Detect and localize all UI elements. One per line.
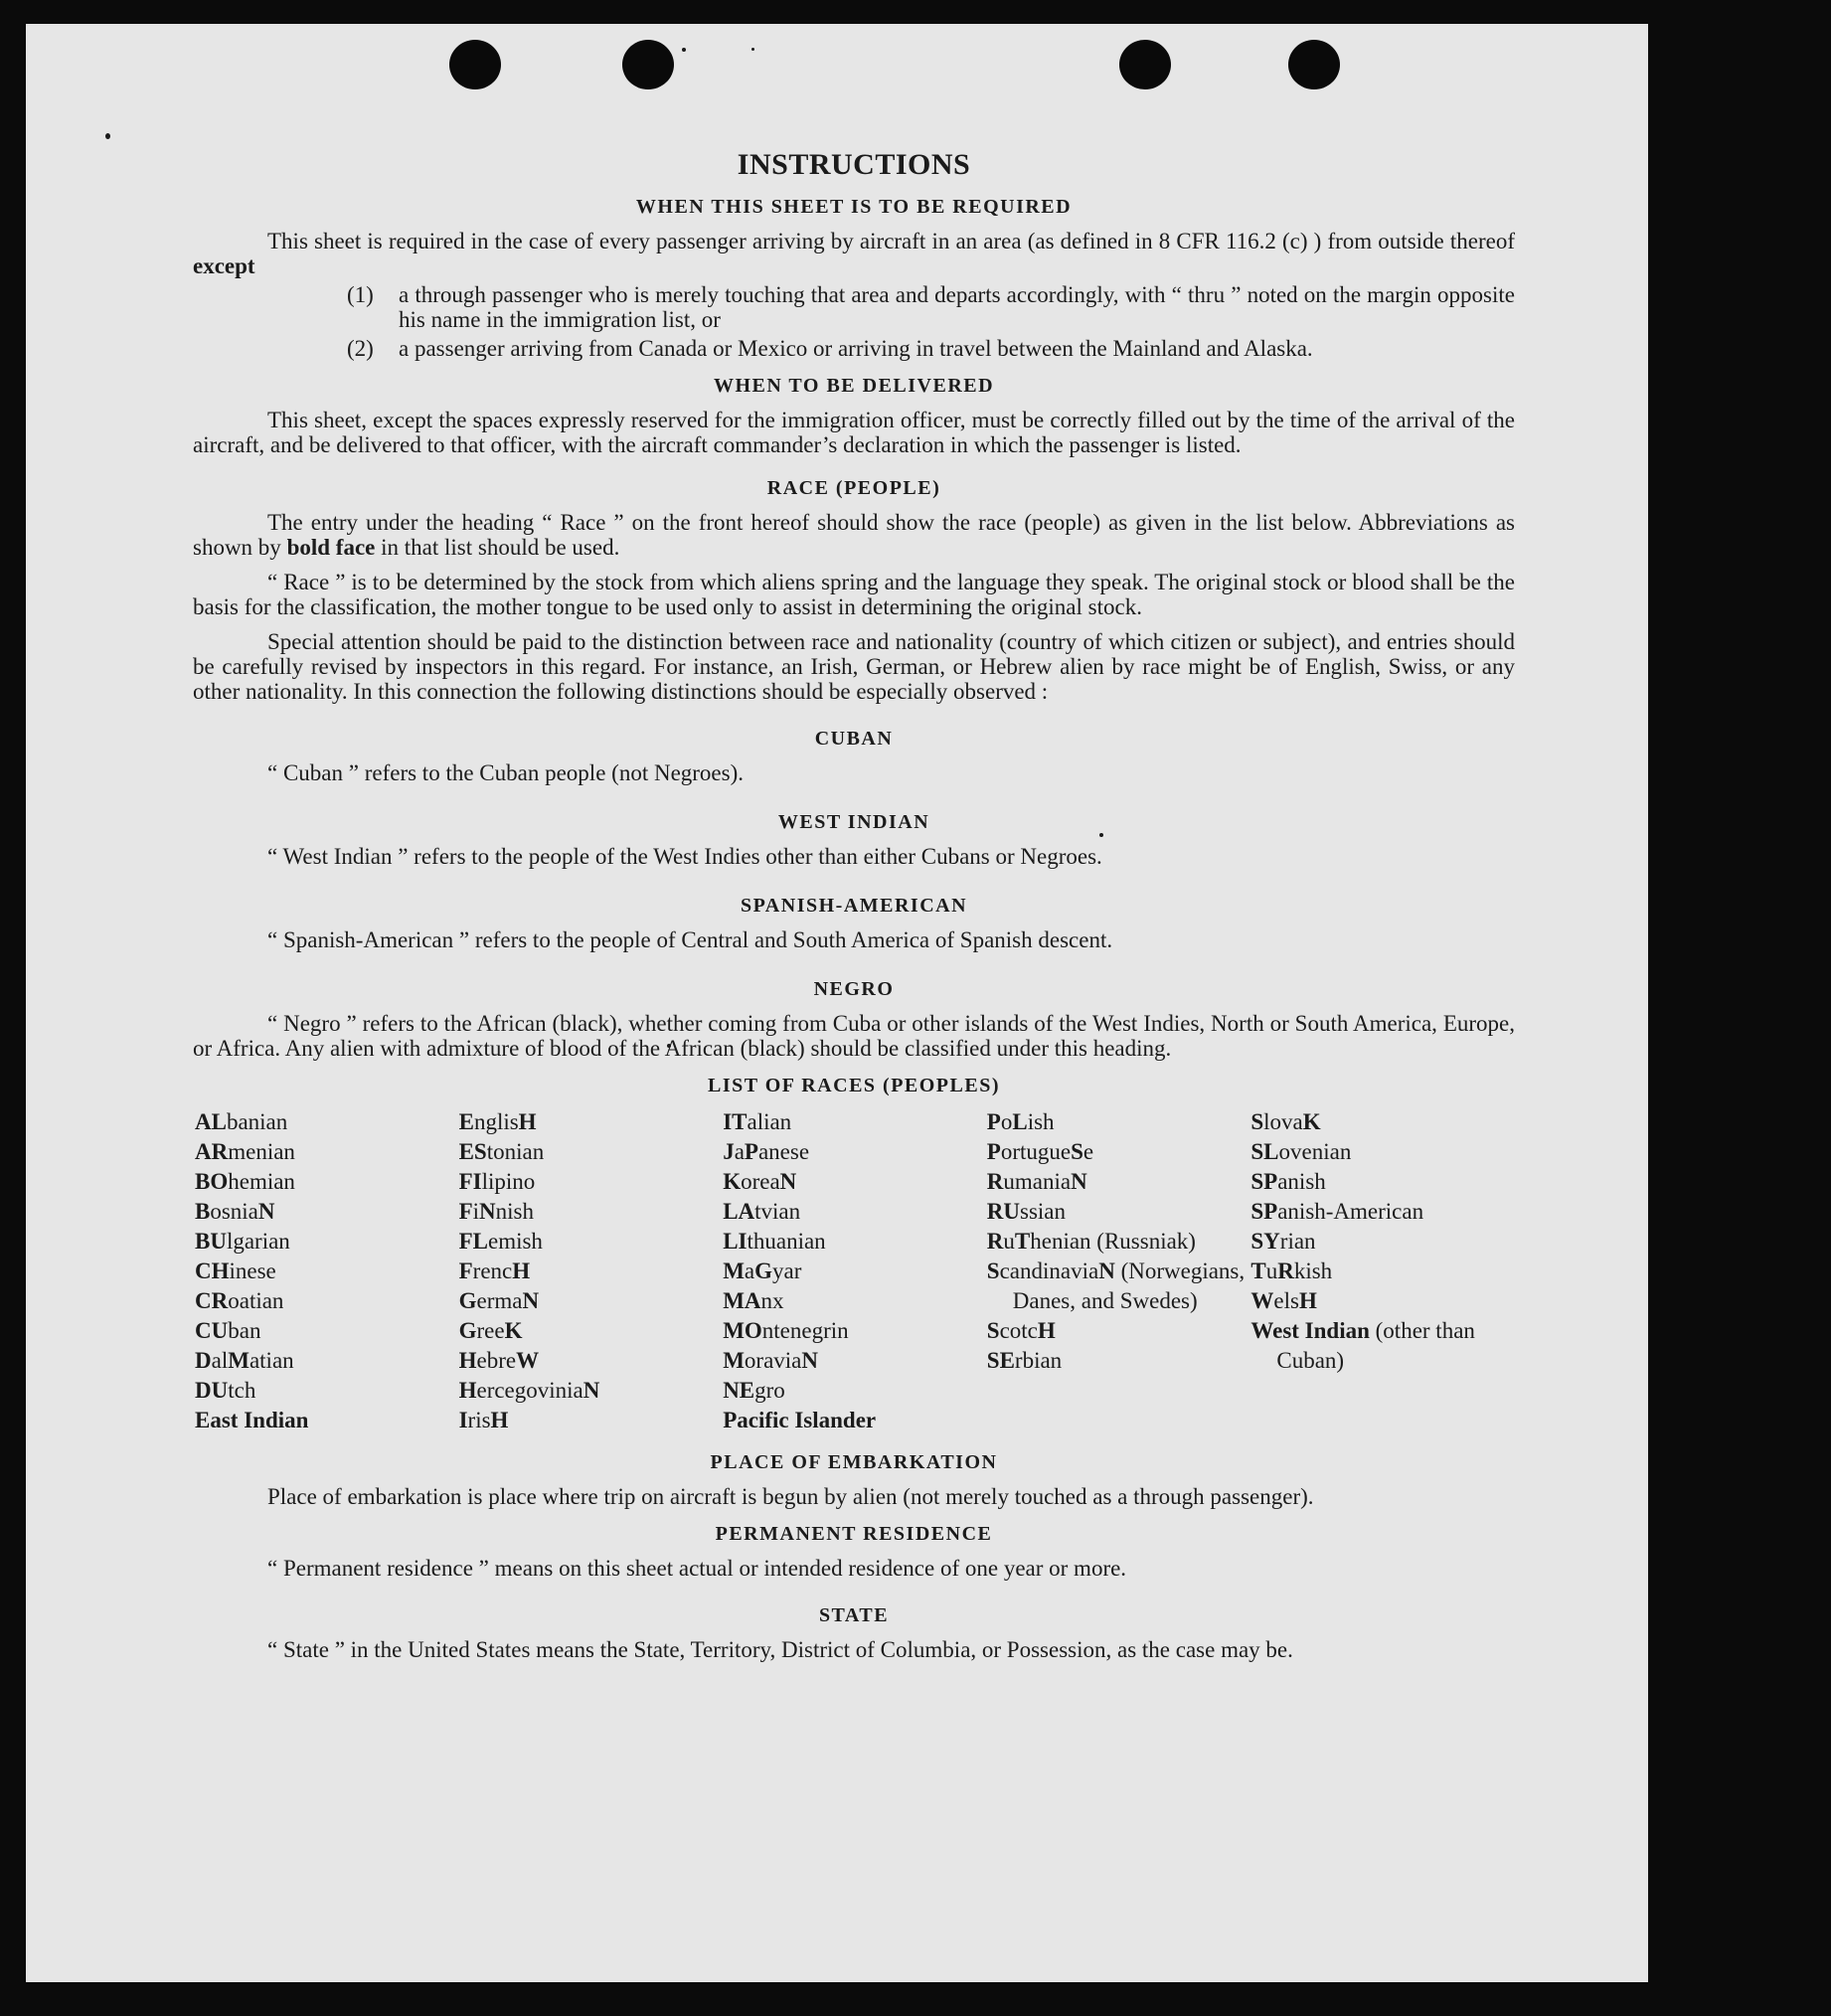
race-entry: FIlipino xyxy=(458,1169,536,1194)
paragraph-when-delivered: This sheet, except the spaces expressly reserved for the immigration officer, must be correctly filled out by the time of the arrival of the aircraft, and be delivered to that officer, with the aircraft commander’s declaration in which the passenger is listed. xyxy=(193,408,1515,457)
paragraph-spanish-american: “ Spanish-American ” refers to the people of Central and South America of Spanish descent. xyxy=(267,927,1113,952)
race-entry: FrencH xyxy=(458,1259,531,1283)
section-heading-cuban: CUBAN xyxy=(814,728,894,750)
paragraph-residence: “ Permanent residence ” means on this sheet actual or intended residence of one year or more. xyxy=(267,1556,1127,1581)
section-heading-when-delivered: WHEN TO BE DELIVERED xyxy=(713,375,995,397)
page-title: INSTRUCTIONS xyxy=(737,148,971,181)
race-entry: MOntenegrin xyxy=(723,1318,849,1343)
race-entry: SYrian xyxy=(1250,1229,1316,1254)
race-entry: CRoatian xyxy=(195,1288,284,1313)
race-entry: GreeK xyxy=(458,1318,523,1343)
race-entry: SlovaK xyxy=(1250,1109,1321,1134)
race-entry: ScandinaviaN (Norwegians, Danes, and Swedes) xyxy=(986,1259,1246,1313)
race-entry: LIthuanian xyxy=(723,1229,826,1254)
list-item: (1) a through passenger who is merely touching that area and departs accordingly, with “ thru ” noted on the margin opposite his name in the immigration list, or xyxy=(347,282,1515,332)
race-entry: PortugueSe xyxy=(986,1139,1094,1164)
race-entry: SPanish xyxy=(1250,1169,1326,1194)
section-heading-when-required: WHEN THIS SHEET IS TO BE REQUIRED xyxy=(635,196,1073,218)
document-sheet xyxy=(26,24,1648,1982)
paragraph-race-3: Special attention should be paid to the distinction between race and nationality (country of which citizen or subject), and entries should be carefully revised by inspectors in this regard. For instance, an Irish, German, or Hebrew alien by race might be of English, Swiss, or any other nationality. In this connection the following distinctions should be especially observed : xyxy=(193,629,1515,704)
section-heading-state: STATE xyxy=(818,1604,890,1626)
race-entry: DUtch xyxy=(195,1378,256,1403)
punch-hole xyxy=(449,40,501,89)
races-column xyxy=(459,1107,724,1435)
race-entry: GermaN xyxy=(458,1288,540,1313)
races-column xyxy=(195,1107,459,1435)
race-entry: SPanish-American xyxy=(1250,1199,1424,1224)
paragraph-cuban: “ Cuban ” refers to the Cuban people (not Negroes). xyxy=(267,760,745,785)
race-entry: MaGyar xyxy=(723,1259,802,1283)
race-entry: East Indian xyxy=(195,1408,309,1432)
instructions-content xyxy=(193,148,1515,1662)
race-entry: FiNnish xyxy=(458,1199,535,1224)
race-entry: HercegoviniaN xyxy=(458,1378,600,1403)
race-entry: MAnx xyxy=(723,1288,784,1313)
race-entry: CUban xyxy=(195,1318,261,1343)
race-entry: IrisH xyxy=(458,1408,509,1432)
paragraph-race-2: “ Race ” is to be determined by the stock from which aliens spring and the language they speak. The original stock or blood shall be the basis for the classification, the mother tongue to be used only to assist in determining the original stock. xyxy=(193,570,1515,619)
race-entry: SErbian xyxy=(986,1348,1063,1373)
race-entry: MoraviaN xyxy=(723,1348,818,1373)
list-item: (2) a passenger arriving from Canada or Mexico or arriving in travel between the Mainland and Alaska. xyxy=(347,336,1313,361)
race-entry: RuThenian (Russniak) xyxy=(986,1229,1196,1254)
race-entry: ITalian xyxy=(723,1109,792,1134)
race-entry: ARmenian xyxy=(195,1139,295,1164)
race-entry: DalMatian xyxy=(195,1348,294,1373)
punch-hole xyxy=(622,40,674,89)
punch-hole xyxy=(1288,40,1340,89)
race-entry: TuRkish xyxy=(1250,1259,1333,1283)
section-heading-list-of-races: LIST OF RACES (PEOPLES) xyxy=(707,1075,1000,1096)
race-entry: CHinese xyxy=(195,1259,276,1283)
paragraph-negro: “ Negro ” refers to the African (black), whether coming from Cuba or other islands of the West Indies, North or South America, Europe, or Africa. Any alien with admixture of blood of the African (black) should be classified under this heading. xyxy=(193,1011,1515,1061)
race-entry: HebreW xyxy=(458,1348,540,1373)
races-column xyxy=(1250,1107,1515,1435)
section-heading-residence: PERMANENT RESIDENCE xyxy=(715,1523,993,1545)
race-entry: EnglisH xyxy=(458,1109,537,1134)
races-column xyxy=(987,1107,1251,1435)
race-entry: BOhemian xyxy=(195,1169,295,1194)
race-entry: ALbanian xyxy=(195,1109,288,1134)
paragraph-race-1: The entry under the heading “ Race ” on the front hereof should show the race (people) as given in the list below. Abbreviations as shown by bold face in that list should be used. xyxy=(193,510,1515,560)
race-entry: LAtvian xyxy=(723,1199,801,1224)
race-entry: ScotcH xyxy=(986,1318,1056,1343)
races-column xyxy=(723,1107,987,1435)
paragraph-embarkation: Place of embarkation is place where trip on aircraft is begun by alien (not merely touched as a through passenger). xyxy=(267,1484,1314,1509)
paragraph-west-indian: “ West Indian ” refers to the people of the West Indies other than either Cubans or Negroes. xyxy=(267,844,1102,869)
race-entry: BUlgarian xyxy=(195,1229,290,1254)
races-list xyxy=(195,1107,1515,1435)
race-entry: RUssian xyxy=(986,1199,1067,1224)
race-entry: West Indian (other than Cuban) xyxy=(1250,1318,1475,1373)
race-entry: SLovenian xyxy=(1250,1139,1352,1164)
section-heading-spanish-american: SPANISH-AMERICAN xyxy=(740,895,968,917)
race-entry: Pacific Islander xyxy=(723,1408,877,1432)
section-heading-negro: NEGRO xyxy=(813,978,895,1000)
race-entry: RumaniaN xyxy=(986,1169,1087,1194)
race-entry: PoLish xyxy=(986,1109,1055,1134)
punch-hole xyxy=(1119,40,1171,89)
race-entry: WelsH xyxy=(1250,1288,1317,1313)
race-entry: FLemish xyxy=(458,1229,543,1254)
race-entry: EStonian xyxy=(458,1139,545,1164)
section-heading-west-indian: WEST INDIAN xyxy=(777,811,930,833)
section-heading-race: RACE (PEOPLE) xyxy=(766,477,941,499)
race-entry: JaPanese xyxy=(723,1139,810,1164)
paragraph-when-required: This sheet is required in the case of every passenger arriving by aircraft in an area (as defined in 8 CFR 116.2 (c) ) from outside thereof except xyxy=(193,229,1515,278)
section-heading-embarkation: PLACE OF EMBARKATION xyxy=(710,1451,998,1473)
race-entry: KoreaN xyxy=(723,1169,797,1194)
paragraph-state: “ State ” in the United States means the State, Territory, District of Columbia, or Possession, as the case may be. xyxy=(267,1637,1293,1662)
race-entry: BosniaN xyxy=(195,1199,275,1224)
race-entry: NEgro xyxy=(723,1378,785,1403)
